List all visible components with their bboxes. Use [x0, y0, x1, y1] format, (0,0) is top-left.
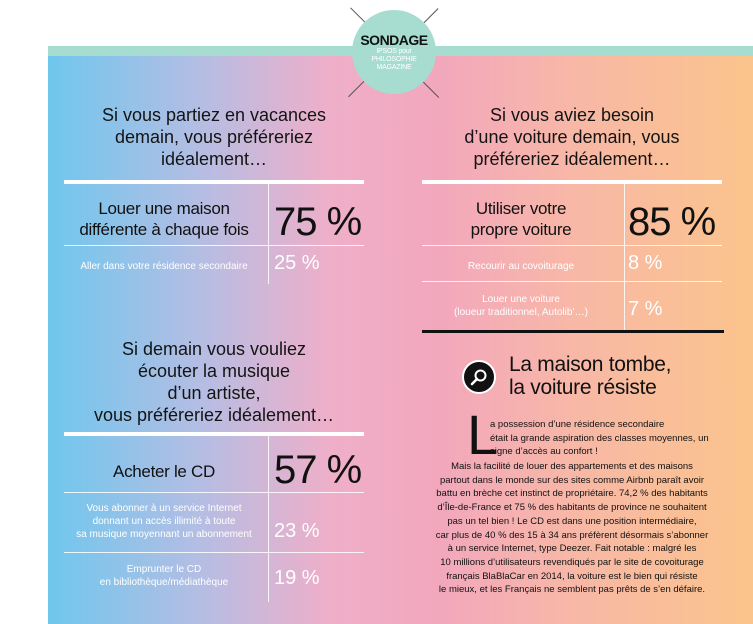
sondage-badge	[352, 10, 436, 94]
badge-subtitle-line: MAGAZINE	[376, 63, 412, 71]
secondary-answer-musique	[64, 502, 264, 541]
article-body	[418, 460, 726, 597]
answer-line: Emprunter le CD	[126, 564, 202, 575]
answer-line: Recourir au covoiturage	[467, 261, 575, 272]
magnifier-icon	[462, 360, 496, 394]
question-line: demain, vous préféreriez	[114, 127, 314, 147]
paragraph-line: français BlaBlaCar en 2014, la voiture est le bien qui résiste	[446, 570, 698, 582]
answer-line: Louer une voiture	[482, 294, 560, 305]
paragraph-line: d’Île-de-France et 75 % des habitants de province ne souhaitent	[437, 502, 707, 514]
main-pct-voiture: 85 %	[628, 200, 716, 244]
secondary-pct-voiture: 8 %	[628, 252, 663, 274]
paragraph-line: le mieux, et les Français ne semblent pas prêts de s’en défaire.	[438, 584, 706, 596]
article-title	[509, 353, 671, 399]
article-dropcap: L	[467, 403, 499, 466]
paragraph-line: a possession d’une résidence secondaire	[490, 419, 665, 430]
main-answer-voiture	[422, 198, 620, 240]
paragraph-line: 10 millions d’utilisateurs revendiqués par le site de covoiturage	[440, 556, 704, 568]
question-line: d’une voiture demain, vous	[464, 127, 680, 147]
divider	[268, 184, 269, 284]
question-line: Si demain vous vouliez	[121, 339, 307, 359]
paragraph-line: battu en brèche cet instinct de propriétaire. 74,2 % des habitants	[436, 488, 708, 500]
divider	[64, 552, 364, 553]
secondary-answer-voiture	[422, 293, 620, 319]
answer-line: en bibliothèque/médiathèque	[99, 577, 229, 588]
answer-line: Utiliser votre	[475, 199, 567, 218]
paragraph-line: à un service Internet, type Deezer. Fait notable : malgré les	[447, 543, 697, 555]
secondary-pct-musique: 19 %	[274, 567, 320, 589]
question-line: écouter la musique	[137, 361, 291, 381]
paragraph-line: car plus de 40 % des 15 à 34 ans préfèrent désormais s’abonner	[435, 529, 709, 541]
secondary-pct-musique: 23 %	[274, 520, 320, 542]
answer-line: (loueur traditionnel, Autolib’…)	[454, 307, 588, 318]
badge-subtitle-line: IPSOS pour	[376, 47, 412, 55]
secondary-answer-voiture	[422, 260, 620, 273]
question-voiture	[422, 104, 722, 170]
question-line: préféreriez idéalement…	[473, 149, 671, 169]
paragraph-line: pas un tel bien ! Le CD est dans une position intermédiaire,	[447, 515, 697, 527]
badge-subtitle-line: PHILOSOPHIE	[371, 55, 417, 63]
question-line: idéalement…	[160, 149, 268, 169]
answer-line: donnant un accès illimité à toute	[92, 516, 236, 527]
secondary-answer-musique	[64, 563, 264, 589]
answer-line: Louer une maison	[98, 199, 230, 218]
title-line: la voiture résiste	[509, 376, 657, 399]
main-pct-vacances: 75 %	[274, 200, 362, 244]
paragraph-line: partout dans le monde sur des sites comme Airbnb paraît avoir	[439, 474, 705, 486]
divider	[64, 492, 364, 493]
main-answer-musique: Acheter le CD	[113, 462, 215, 481]
secondary-pct-voiture: 7 %	[628, 298, 663, 320]
question-line: Si vous aviez besoin	[489, 105, 655, 125]
question-line: Si vous partiez en vacances	[101, 105, 327, 125]
paragraph-line: était la grande aspiration des classes moyennes, un	[490, 432, 709, 444]
article-rule	[422, 330, 724, 333]
main-answer-vacances	[64, 198, 264, 240]
divider	[422, 245, 722, 246]
question-line: d’un artiste,	[167, 383, 261, 403]
main-pct-musique: 57 %	[274, 448, 362, 492]
answer-line: sa musique moyennant un abonnement	[76, 529, 252, 540]
question-vacances	[64, 104, 364, 170]
question-line: vous préféreriez idéalement…	[93, 405, 335, 425]
title-line: La maison tombe,	[509, 353, 672, 376]
section-rule	[64, 180, 364, 184]
secondary-pct-vacances: 25 %	[274, 252, 320, 274]
section-rule	[64, 432, 364, 436]
answer-line: propre voiture	[470, 220, 572, 239]
paragraph-line: signe d’accès au confort !	[490, 446, 598, 458]
divider	[624, 184, 625, 330]
answer-line: Vous abonner à un service Internet	[86, 503, 242, 514]
divider	[268, 436, 269, 602]
divider	[64, 245, 364, 246]
paragraph-line: Mais la facilité de louer des appartements et des maisons	[451, 461, 693, 472]
badge-title: SONDAGE	[360, 31, 428, 48]
article-intro	[486, 418, 722, 459]
section-rule	[422, 180, 722, 184]
answer-line: différente à chaque fois	[79, 220, 249, 239]
question-musique	[64, 338, 364, 426]
divider	[422, 281, 722, 282]
secondary-answer-vacances: Aller dans votre résidence secondaire	[80, 261, 248, 272]
